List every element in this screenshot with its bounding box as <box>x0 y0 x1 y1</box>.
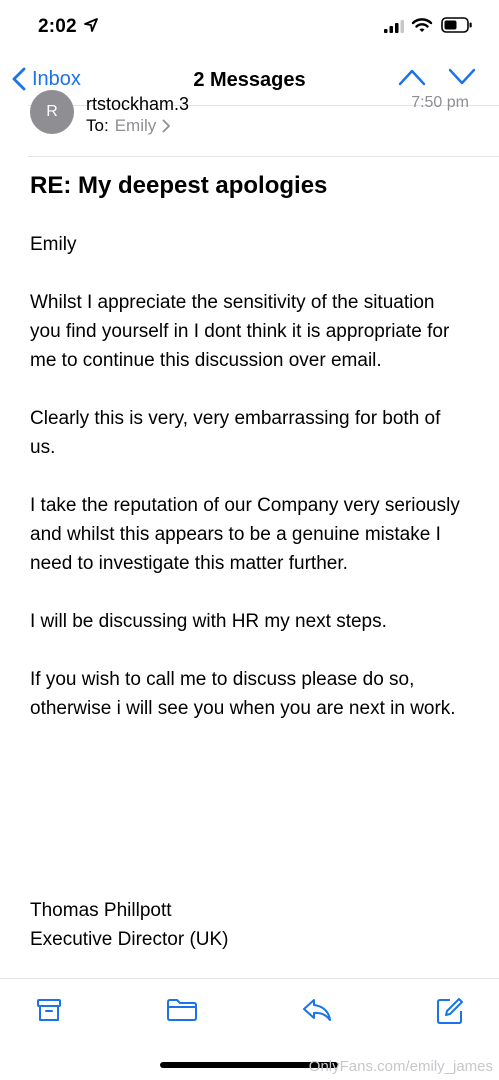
recipient-row[interactable] <box>86 116 171 136</box>
email-body <box>30 230 470 752</box>
email-paragraph: I will be discussing with HR my next steps. <box>30 611 387 632</box>
watermark: OnlyFans.com/emily_james <box>308 1058 493 1075</box>
bottom-toolbar <box>0 979 499 1049</box>
email-paragraph: I take the reputation of our Company very seriously and whilst this appears to be a genuine mistake I need to investigate this matter further. <box>30 495 460 574</box>
page-title: 2 Messages <box>193 69 306 91</box>
compose-button[interactable] <box>436 997 464 1030</box>
reply-icon <box>302 997 332 1023</box>
email-signature <box>30 896 470 954</box>
back-label: Inbox <box>32 67 81 90</box>
cellular-signal-icon <box>384 20 404 33</box>
archive-button[interactable] <box>36 997 62 1028</box>
message-time: 7:50 pm <box>411 94 469 111</box>
wifi-icon <box>412 18 432 33</box>
chevron-right-icon <box>162 119 171 133</box>
email-paragraph: Emily <box>30 234 77 255</box>
email-paragraph: Clearly this is very, very embarrassing for both of us. <box>30 408 441 458</box>
archive-icon <box>36 997 62 1023</box>
previous-message-button[interactable] <box>398 68 426 91</box>
avatar: R <box>30 90 74 134</box>
to-label: To: <box>86 116 109 135</box>
signature-name: Thomas Phillpott <box>30 900 172 921</box>
message-header <box>0 94 499 156</box>
status-time: 2:02 <box>38 16 77 37</box>
status-bar <box>0 0 499 54</box>
next-message-button[interactable] <box>448 68 476 91</box>
email-paragraph: If you wish to call me to discuss please do so, otherwise i will see you when you are next in work. <box>30 669 456 719</box>
email-subject: RE: My deepest apologies <box>30 172 328 199</box>
battery-icon <box>441 17 473 33</box>
chevron-up-icon <box>398 68 426 86</box>
recipient-name: Emily <box>114 116 157 135</box>
compose-icon <box>436 997 464 1025</box>
signature-title: Executive Director (UK) <box>30 929 229 950</box>
location-arrow-icon <box>84 18 98 32</box>
move-to-folder-button[interactable] <box>166 997 198 1028</box>
email-paragraph: Whilst I appreciate the sensitivity of the situation you find yourself in I dont think it is appropriate for me to continue this discussion over email. <box>30 292 450 371</box>
folder-icon <box>166 997 198 1023</box>
divider <box>28 156 499 157</box>
reply-button[interactable] <box>302 997 332 1028</box>
sender-name[interactable]: rtstockham.3 <box>86 94 190 114</box>
chevron-down-icon <box>448 68 476 86</box>
